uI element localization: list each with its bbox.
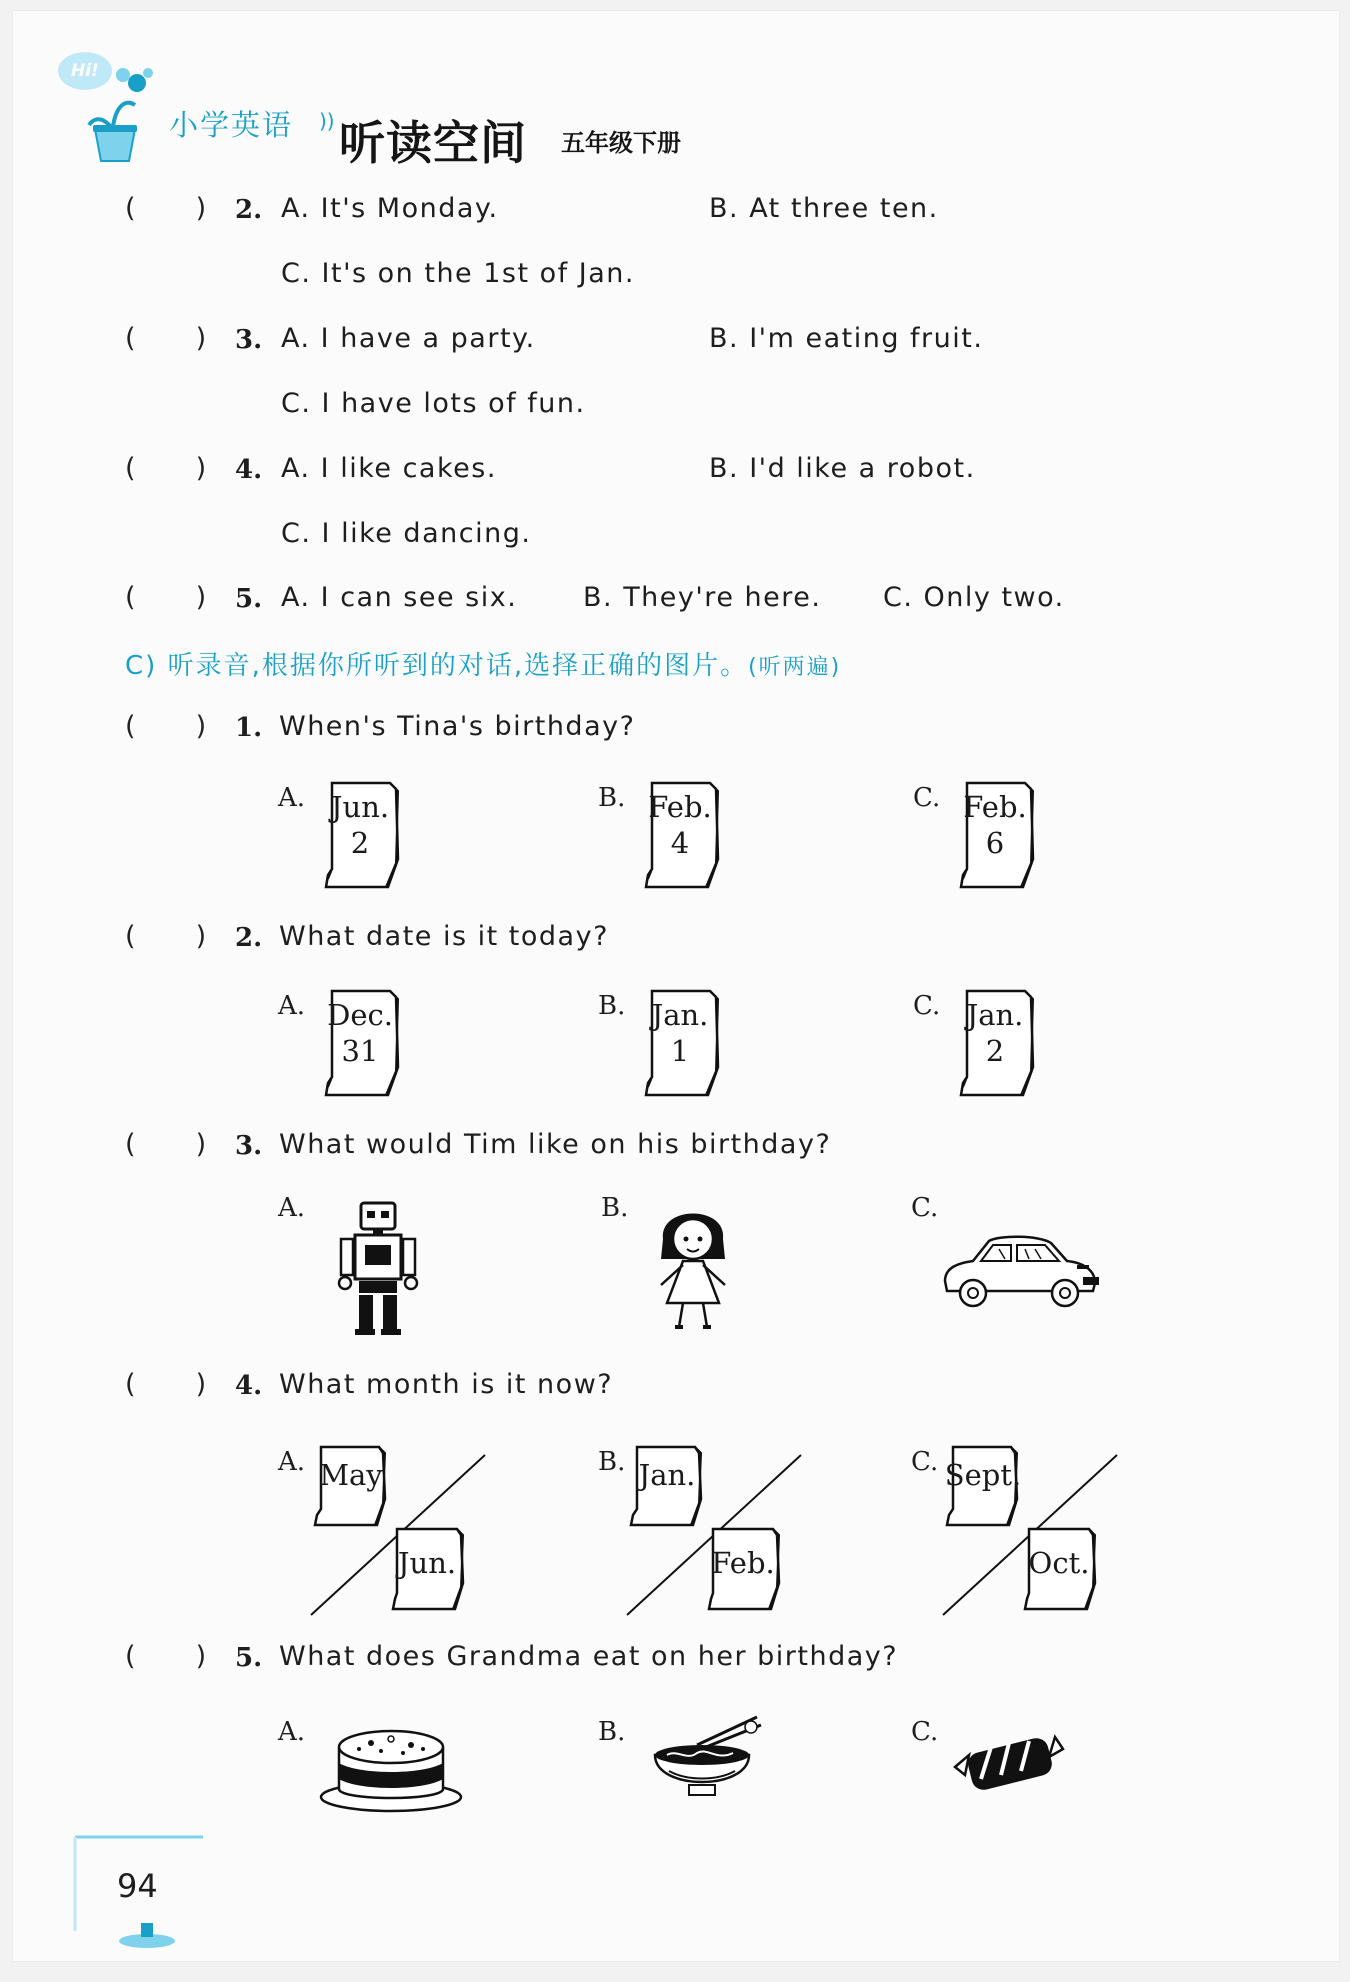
option-letter: C. (911, 1447, 939, 1477)
second-month: Oct. (1028, 1546, 1090, 1580)
option-letter: C. (913, 991, 941, 1021)
second-month: Feb. (711, 1546, 775, 1580)
calendar-month: Jun. (330, 790, 390, 824)
question-c2 (13, 911, 1339, 1101)
grade-label: 五年级下册 (561, 128, 681, 157)
option-b[interactable]: B. I'm eating fruit. (709, 323, 984, 354)
answer-bracket[interactable]: ( ) (125, 711, 207, 742)
answer-bracket[interactable]: ( ) (125, 193, 207, 224)
calendar-day: 31 (341, 1034, 379, 1068)
option-c[interactable]: C. It's on the 1st of Jan. (281, 258, 635, 289)
doll-icon[interactable] (645, 1199, 741, 1339)
calendar-day: 6 (985, 826, 1005, 860)
option-letter: A. (278, 1193, 306, 1223)
question-c1 (13, 701, 1339, 891)
question-number: 4. (235, 1371, 263, 1401)
option-a[interactable]: A. I like cakes. (281, 453, 497, 484)
question-c3 (13, 1119, 1339, 1344)
option-letter: B. (598, 1447, 626, 1477)
option-a[interactable]: A. It's Monday. (281, 193, 499, 224)
answer-bracket[interactable]: ( ) (125, 921, 207, 952)
first-month: May (319, 1458, 383, 1492)
answer-bracket[interactable]: ( ) (125, 453, 207, 484)
question-number: 4. (235, 455, 263, 485)
calendar-month: Feb. (963, 790, 1027, 824)
question-text: What month is it now? (279, 1369, 614, 1400)
option-c[interactable]: C. I like dancing. (281, 518, 532, 549)
calendar-page-icon[interactable] (318, 779, 418, 891)
option-b[interactable]: B. At three ten. (709, 193, 939, 224)
calendar-day: 4 (670, 826, 690, 860)
question-number: 5. (235, 1643, 263, 1673)
calendar-page-icon[interactable] (953, 987, 1053, 1099)
cake-icon[interactable] (319, 1717, 469, 1817)
calendar-day: 1 (670, 1034, 690, 1068)
option-letter: C. (911, 1193, 939, 1223)
question-c5 (13, 1631, 1339, 1831)
calendar-month: Jan. (966, 998, 1024, 1032)
question-text: What does Grandma eat on her birthday? (279, 1641, 899, 1672)
candy-icon[interactable] (951, 1727, 1067, 1799)
question-text: What date is it today? (279, 921, 609, 952)
first-month: Jan. (638, 1458, 696, 1492)
hi-badge-text: Hi! (71, 61, 99, 81)
option-letter: B. (598, 783, 626, 813)
option-a[interactable]: A. I have a party. (281, 323, 536, 354)
section-c-heading (125, 645, 841, 682)
option-letter: A. (278, 1447, 306, 1477)
month-change-icon[interactable] (939, 1443, 1129, 1617)
month-change-icon[interactable] (623, 1443, 813, 1617)
header (13, 11, 1339, 170)
car-icon[interactable] (939, 1231, 1101, 1311)
calendar-month: Dec. (327, 998, 393, 1032)
option-letter: A. (278, 783, 306, 813)
option-a[interactable]: A. I can see six. (281, 582, 518, 613)
first-month: Sept. (944, 1458, 1022, 1492)
question-number: 2. (235, 923, 263, 953)
calendar-page-icon[interactable] (638, 987, 738, 1099)
answer-bracket[interactable]: ( ) (125, 582, 207, 613)
option-letter: B. (598, 991, 626, 1021)
calendar-page-icon[interactable] (953, 779, 1053, 891)
section-c-note: (听两遍) (748, 655, 842, 680)
section-c-instruction: C) 听录音,根据你所听到的对话,选择正确的图片。 (125, 651, 749, 681)
question-number: 5. (235, 584, 263, 614)
question-text: When's Tina's birthday? (279, 711, 636, 742)
question-number: 2. (235, 195, 263, 225)
calendar-day: 2 (350, 826, 370, 860)
question-c4 (13, 1359, 1339, 1619)
robot-icon[interactable] (333, 1199, 423, 1339)
question-number: 3. (235, 1131, 263, 1161)
answer-bracket[interactable]: ( ) (125, 1369, 207, 1400)
option-letter: B. (601, 1193, 629, 1223)
option-c[interactable]: C. I have lots of fun. (281, 388, 586, 419)
section-b-continued (13, 181, 1339, 621)
calendar-day: 2 (985, 1034, 1005, 1068)
calendar-page-icon[interactable] (638, 779, 738, 891)
option-letter: A. (278, 991, 306, 1021)
answer-bracket[interactable]: ( ) (125, 323, 207, 354)
question-number: 1. (235, 713, 263, 743)
option-letter: C. (913, 783, 941, 813)
flower-pot-logo-icon (53, 39, 153, 164)
second-month: Jun. (397, 1546, 457, 1580)
option-b[interactable]: B. I'd like a robot. (709, 453, 976, 484)
calendar-month: Feb. (648, 790, 712, 824)
option-b[interactable]: B. They're here. (583, 582, 822, 613)
noodles-bowl-icon[interactable] (647, 1711, 767, 1811)
calendar-month: Jan. (651, 998, 709, 1032)
calendar-page-icon[interactable] (318, 987, 418, 1099)
month-change-icon[interactable] (307, 1443, 497, 1617)
sound-wave-icon: )) (319, 109, 335, 133)
series-title: 小学英语 (169, 108, 294, 142)
question-text: What would Tim like on his birthday? (279, 1129, 832, 1160)
question-number: 3. (235, 325, 263, 355)
answer-bracket[interactable]: ( ) (125, 1641, 207, 1672)
answer-bracket[interactable]: ( ) (125, 1129, 207, 1160)
page-number: 94 (117, 1867, 158, 1905)
option-c[interactable]: C. Only two. (883, 582, 1065, 613)
option-letter: C. (911, 1717, 939, 1747)
option-letter: A. (278, 1717, 306, 1747)
footer (13, 1831, 1339, 1961)
workbook-page (12, 10, 1340, 1962)
option-letter: B. (598, 1717, 626, 1747)
brand-title: 听读空间 (339, 116, 527, 170)
